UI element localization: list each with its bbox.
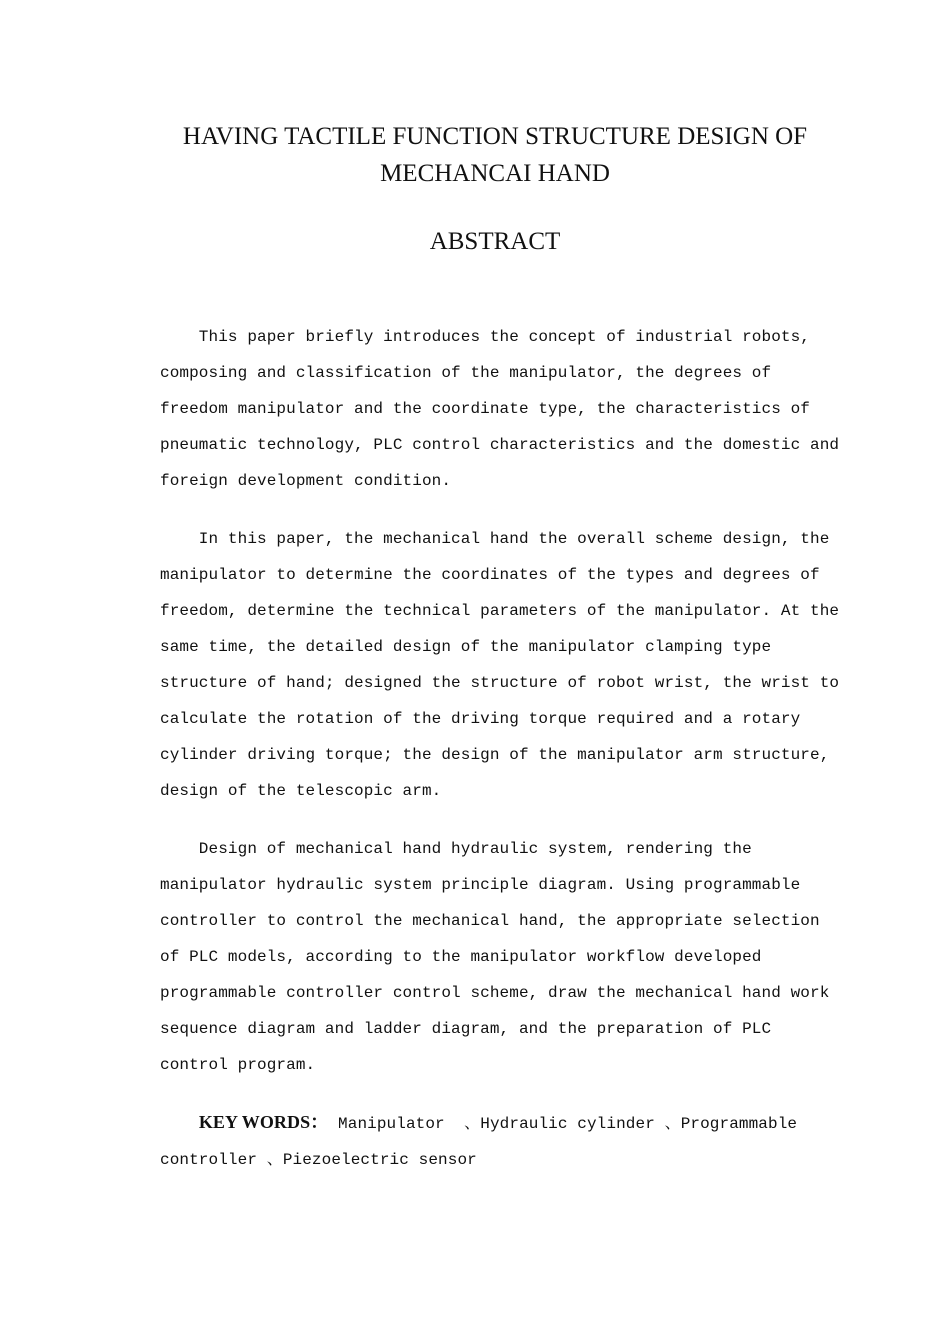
paragraph-line: design of the telescopic arm.: [160, 782, 442, 800]
document-title: [160, 118, 830, 192]
paragraph-line: calculate the rotation of the driving torque required and a rotary: [160, 710, 801, 728]
abstract-paragraph-3: [160, 831, 840, 1083]
paragraph-line: manipulator hydraulic system principle diagram. Using programmable: [160, 876, 801, 894]
paragraph-line: This paper briefly introduces the concept of industrial robots,: [160, 328, 811, 346]
paragraph-line: of PLC models, according to the manipulator workflow developed: [160, 948, 762, 966]
abstract-paragraph-2: [160, 521, 840, 809]
paragraph-line: foreign development condition.: [160, 472, 452, 490]
keywords-section: [160, 1104, 840, 1178]
abstract-paragraph-1: [160, 319, 840, 499]
keywords-line-2: controller 、Piezoelectric sensor: [160, 1151, 477, 1169]
keywords-line-1: [160, 1104, 840, 1142]
paragraph-line: freedom, determine the technical parameters of the manipulator. At the: [160, 602, 840, 620]
keywords-text: Manipulator 、Hydraulic cylinder 、Programmable: [328, 1115, 798, 1133]
abstract-heading: ABSTRACT: [429, 228, 561, 255]
paragraph-line: In this paper, the mechanical hand the overall scheme design, the: [160, 530, 830, 548]
paragraph-line: programmable controller control scheme, draw the mechanical hand work: [160, 984, 830, 1002]
title-line-1: HAVING TACTILE FUNCTION STRUCTURE DESIGN OF: [182, 123, 808, 150]
paragraph-line: pneumatic technology, PLC control characteristics and the domestic and: [160, 436, 840, 454]
title-line-2: MECHANCAI HAND: [380, 160, 610, 187]
paragraph-line: Design of mechanical hand hydraulic system, rendering the: [160, 840, 752, 858]
paragraph-line: control program.: [160, 1056, 316, 1074]
paragraph-line: cylinder driving torque; the design of the manipulator arm structure,: [160, 746, 830, 764]
keywords-label: KEY WORDS：: [198, 1112, 329, 1132]
paragraph-line: composing and classification of the manipulator, the degrees of: [160, 364, 772, 382]
paragraph-line: sequence diagram and ladder diagram, and the preparation of PLC: [160, 1020, 772, 1038]
paragraph-line: structure of hand; designed the structure of robot wrist, the wrist to: [160, 674, 840, 692]
paragraph-line: freedom manipulator and the coordinate type, the characteristics of: [160, 400, 811, 418]
paragraph-line: manipulator to determine the coordinates of the types and degrees of: [160, 566, 820, 584]
paragraph-line: controller to control the mechanical hand, the appropriate selection: [160, 912, 820, 930]
paragraph-line: same time, the detailed design of the manipulator clamping type: [160, 638, 772, 656]
